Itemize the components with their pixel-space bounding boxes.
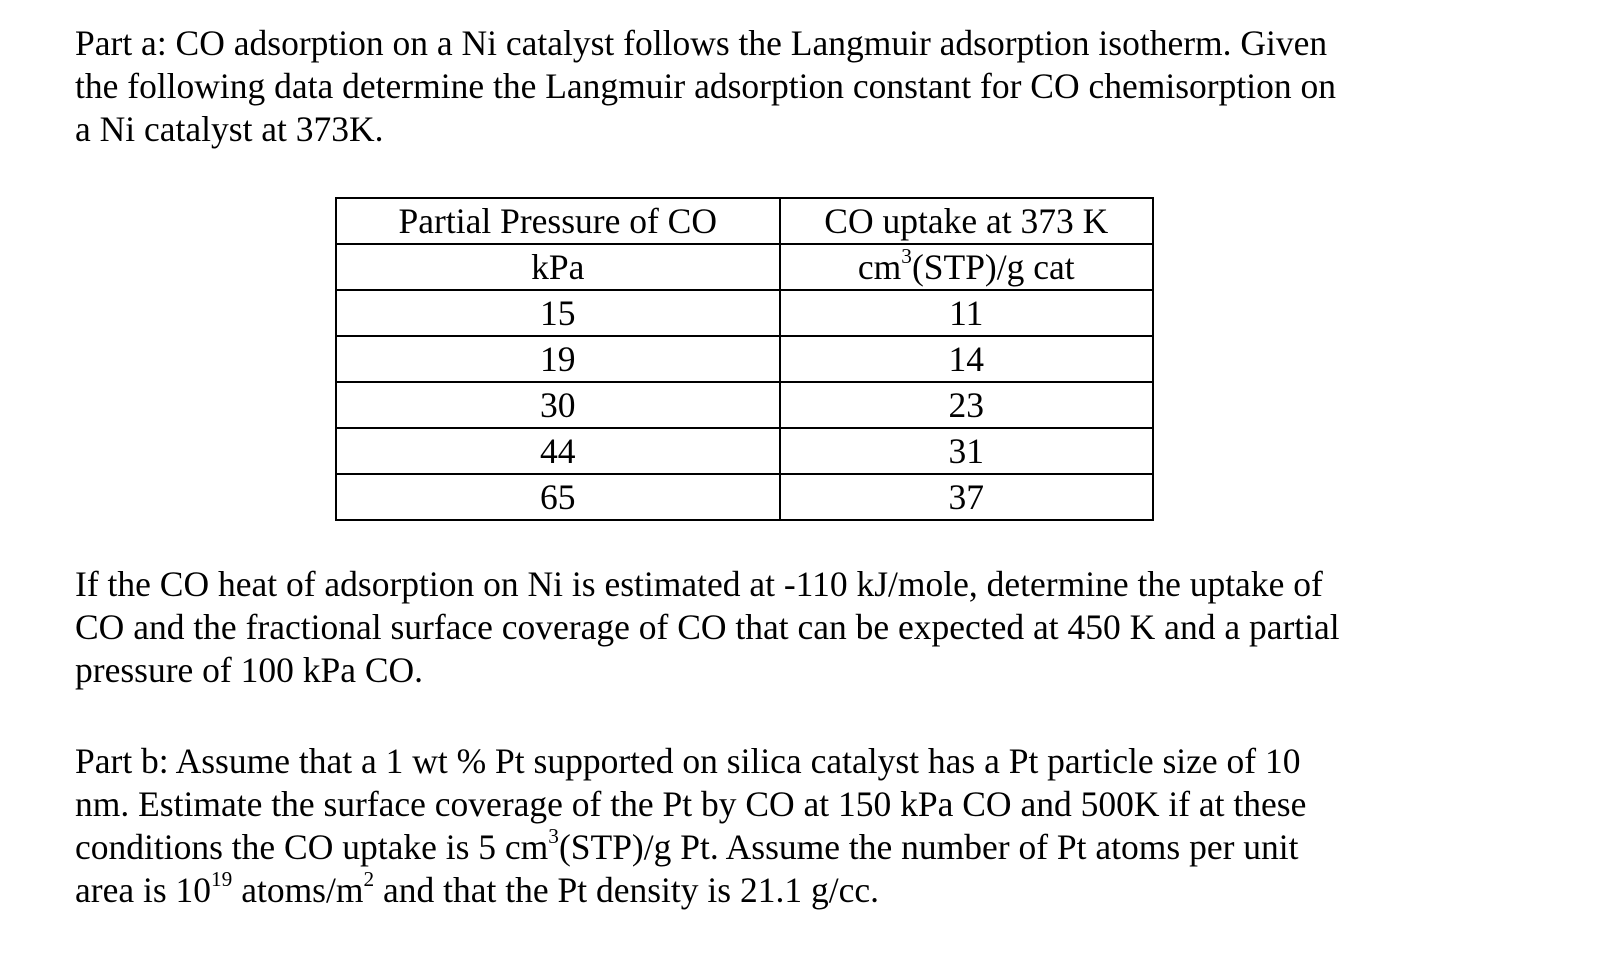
text-run: and that the Pt density is 21.1 g/cc.: [374, 870, 879, 910]
pressure-cell: 30: [336, 382, 780, 428]
unit-text: cm: [857, 247, 902, 287]
uptake-cell: 14: [780, 336, 1153, 382]
table-units-row: [336, 244, 1153, 290]
uptake-cell: 11: [780, 290, 1153, 336]
co-uptake-table: [335, 197, 1154, 521]
pressure-cell: 15: [336, 290, 780, 336]
table-row: [336, 336, 1153, 382]
table-header-row: [336, 198, 1153, 244]
superscript: 2: [363, 867, 375, 892]
text-line: the following data determine the Langmuir adsorption constant for CO chemisorption on: [75, 66, 1336, 106]
text-line: a Ni catalyst at 373K.: [75, 109, 384, 149]
table-row: [336, 428, 1153, 474]
pressure-cell: 44: [336, 428, 780, 474]
unit-kpa: kPa: [336, 244, 780, 290]
table-row: [336, 290, 1153, 336]
uptake-cell: 37: [780, 474, 1153, 520]
header-partial-pressure: Partial Pressure of CO: [336, 198, 780, 244]
text-run: area is 10: [75, 870, 212, 910]
uptake-cell: 31: [780, 428, 1153, 474]
uptake-cell: 23: [780, 382, 1153, 428]
text-line: [75, 869, 1535, 912]
table-row: [336, 474, 1153, 520]
text-line: If the CO heat of adsorption on Ni is estimated at -110 kJ/mole, determine the uptake of: [75, 564, 1323, 604]
text-run: conditions the CO uptake is 5 cm: [75, 827, 549, 867]
pressure-cell: 65: [336, 474, 780, 520]
text-line: pressure of 100 kPa CO.: [75, 650, 424, 690]
unit-text: (STP)/g cat: [911, 247, 1075, 287]
unit-uptake: [780, 244, 1153, 290]
unit-superscript: 3: [901, 244, 912, 269]
pressure-cell: 19: [336, 336, 780, 382]
text-run: (STP)/g Pt. Assume the number of Pt atoms per unit: [558, 827, 1299, 867]
text-line: nm. Estimate the surface coverage of the Pt by CO at 150 kPa CO and 500K if at these: [75, 784, 1307, 824]
header-co-uptake: CO uptake at 373 K: [780, 198, 1153, 244]
part-a-question: [75, 22, 1535, 151]
text-line: Part a: CO adsorption on a Ni catalyst follows the Langmuir adsorption isotherm. Given: [75, 23, 1328, 63]
text-line: CO and the fractional surface coverage of CO that can be expected at 450 K and a partial: [75, 607, 1340, 647]
part-b-question: [75, 740, 1535, 912]
text-line: Part b: Assume that a 1 wt % Pt supported on silica catalyst has a Pt particle size of 10: [75, 741, 1301, 781]
superscript: 19: [211, 867, 233, 892]
superscript: 3: [548, 824, 559, 849]
text-line: [75, 826, 1535, 869]
table-row: [336, 382, 1153, 428]
part-a-followup-question: [75, 563, 1535, 692]
text-run: atoms/m: [232, 870, 364, 910]
